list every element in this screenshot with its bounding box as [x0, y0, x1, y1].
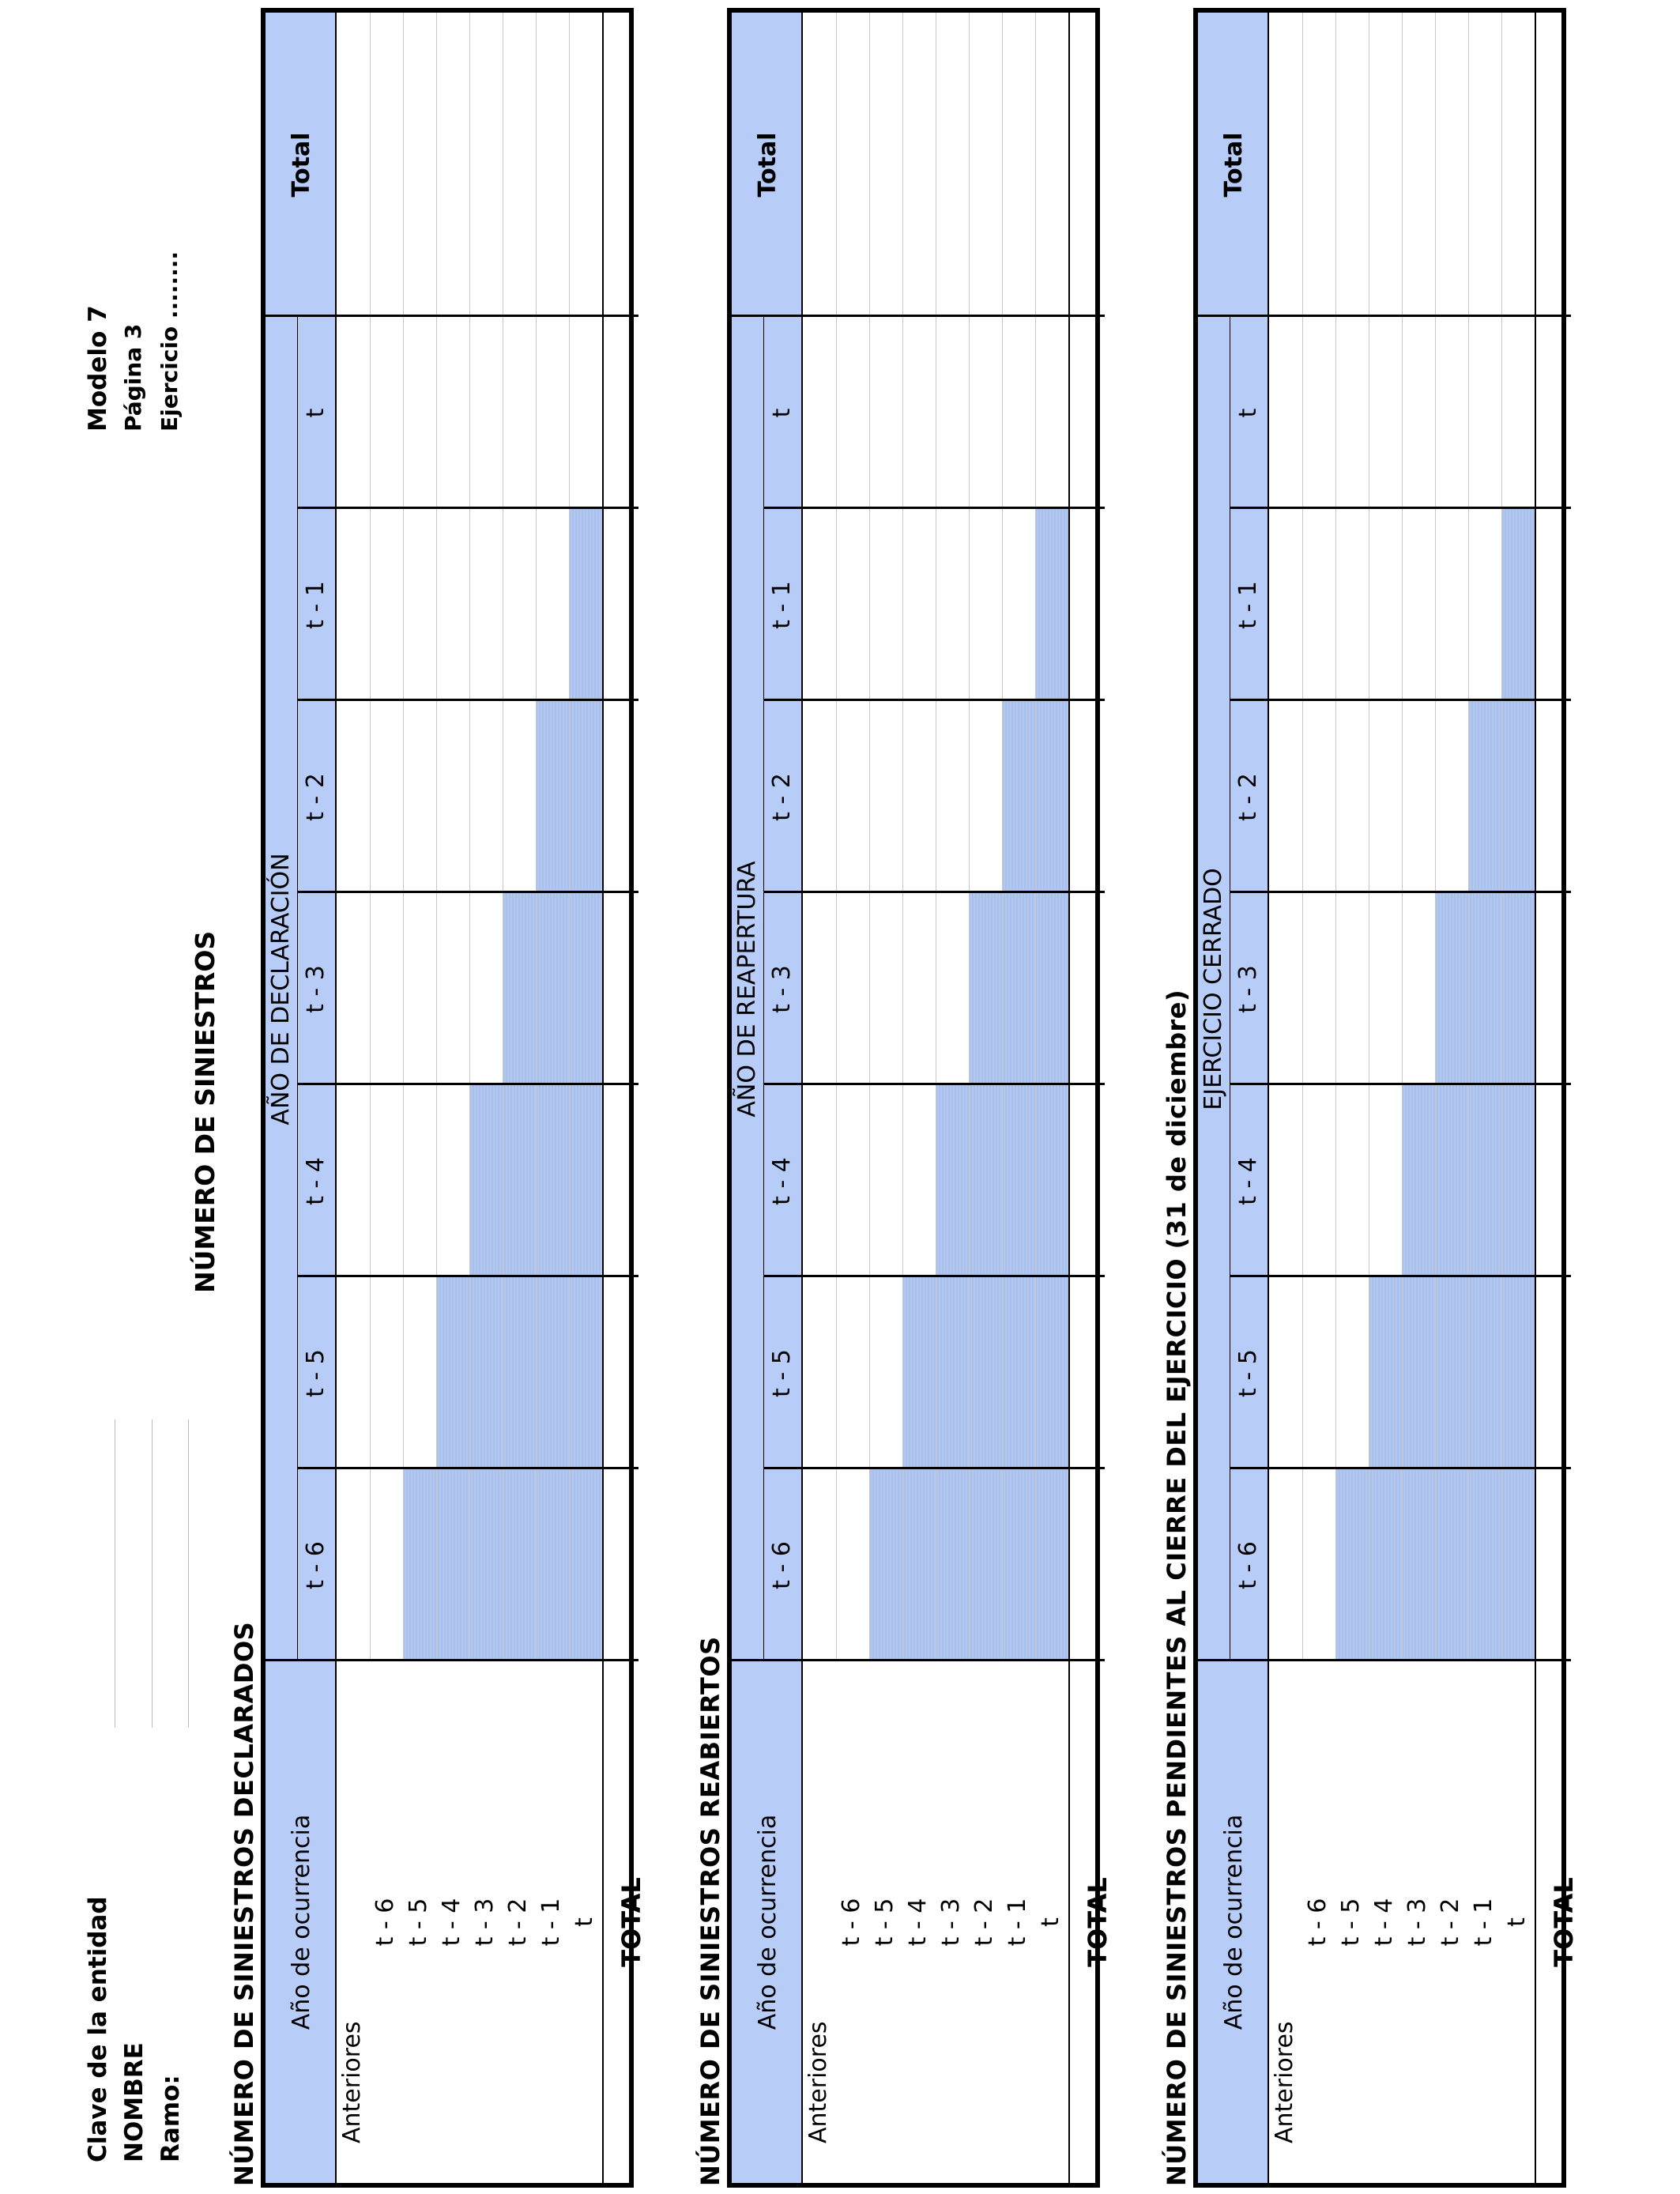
row-label: t - 5: [1337, 1898, 1365, 1947]
shaded-cell: [902, 1277, 1068, 1469]
col-divider: [1230, 699, 1571, 701]
row-divider: [436, 13, 437, 1661]
group-header-label: AÑO DE DECLARACIÓN: [267, 853, 295, 1125]
column-header: t - 6: [302, 1541, 330, 1589]
group-rule: [297, 317, 298, 1661]
row-divider: [1435, 13, 1436, 1661]
row-divider: [869, 13, 870, 1661]
total-rule: [1068, 13, 1070, 2183]
table-0: [261, 8, 646, 2188]
row-label: t - 5: [871, 1898, 898, 1947]
row-divider: [836, 13, 837, 1661]
group-rule: [763, 317, 764, 1661]
total-column-header: Total: [1220, 132, 1248, 198]
table-2: [1193, 8, 1579, 2188]
row-divider: [536, 13, 537, 1661]
col-divider: [763, 1467, 1105, 1469]
header-rule: [801, 13, 803, 2183]
modelo-label: Modelo 7: [84, 305, 112, 432]
shaded-cell: [1369, 1277, 1535, 1469]
row-label: t - 5: [405, 1898, 432, 1947]
row-label: t - 4: [1370, 1898, 1398, 1947]
shaded-cell: [569, 509, 602, 701]
row-divider: [1468, 13, 1469, 1661]
shaded-cell: [1435, 893, 1535, 1085]
row-label: t - 4: [438, 1898, 465, 1947]
shaded-cell: [436, 1277, 602, 1469]
column-header: t: [302, 408, 330, 418]
group-header-label: AÑO DE REAPERTURA: [733, 861, 761, 1118]
row-label: Anteriores: [804, 2021, 832, 2143]
column-header: t: [1234, 408, 1262, 418]
column-header: t - 2: [302, 773, 330, 821]
column-header: t - 3: [1234, 965, 1262, 1013]
pagina-label: Página 3: [120, 323, 146, 432]
shaded-cell: [503, 893, 602, 1085]
total-rule: [602, 13, 604, 2183]
total-column-header: Total: [754, 132, 782, 198]
column-header: t - 6: [1234, 1541, 1262, 1589]
row-label: t - 6: [838, 1898, 865, 1947]
column-header: t - 6: [768, 1541, 796, 1589]
col-divider: [763, 699, 1105, 701]
column-header: t - 3: [302, 965, 330, 1013]
col-divider: [297, 1275, 638, 1277]
shaded-cell: [1035, 509, 1068, 701]
column-header: t - 5: [1234, 1349, 1262, 1397]
col-divider: [1230, 507, 1571, 509]
row-divider: [469, 13, 470, 1661]
column-header: t: [768, 408, 796, 418]
row-label: t - 1: [1004, 1898, 1031, 1947]
row-label: t - 1: [537, 1898, 565, 1947]
row-label: t - 3: [937, 1898, 965, 1947]
total-row-label: TOTAL: [1549, 1877, 1579, 1967]
column-header: t - 2: [1234, 773, 1262, 821]
row-divider: [1035, 13, 1036, 1661]
section-title-declarados: NÚMERO DE SINIESTROS DECLARADOS: [229, 1621, 259, 2186]
column-header: t - 3: [768, 965, 796, 1013]
col-divider: [1230, 891, 1571, 893]
column-header: t - 5: [302, 1349, 330, 1397]
row-header-label: Año de ocurrencia: [1220, 1814, 1248, 2030]
row-label: t: [571, 1917, 598, 1927]
col-divider: [763, 1275, 1105, 1277]
column-header: t - 1: [302, 581, 330, 629]
col-divider: [763, 1083, 1105, 1085]
clave-label: Clave de la entidad: [84, 1896, 112, 2162]
col-divider: [297, 1083, 638, 1085]
total-column-header: Total: [288, 132, 315, 198]
header-rule: [335, 13, 337, 2183]
row-label: t: [1037, 1917, 1064, 1927]
column-header: t - 4: [1234, 1157, 1262, 1205]
main-title: NÚMERO DE SINIESTROS: [190, 930, 220, 1293]
row-divider: [1501, 13, 1502, 1661]
row-divider: [403, 13, 404, 1661]
row-divider: [902, 13, 903, 1661]
row-divider: [370, 13, 371, 1661]
row-label: t - 3: [471, 1898, 499, 1947]
row-label: t - 6: [1304, 1898, 1332, 1947]
row-label: Anteriores: [1271, 2021, 1298, 2143]
row-label: t - 3: [1403, 1898, 1431, 1947]
row-divider: [1002, 13, 1003, 1661]
header-rule: [1268, 13, 1269, 2183]
row-label: Anteriores: [338, 2021, 366, 2143]
nombre-label: NOMBRE: [120, 2042, 149, 2162]
row-divider: [1302, 13, 1303, 1661]
section-title-reabiertos: NÚMERO DE SINIESTROS REABIERTOS: [695, 1636, 725, 2186]
section-title-pendientes: NÚMERO DE SINIESTROS PENDIENTES AL CIERRE DEL EJERCICIO (31 de diciembre): [1162, 989, 1192, 2186]
ramo-field[interactable]: [188, 1419, 189, 1728]
ramo-label: Ramo:: [156, 2075, 185, 2162]
row-label: t - 1: [1470, 1898, 1497, 1947]
row-label: t - 6: [371, 1898, 399, 1947]
column-header: t - 4: [768, 1157, 796, 1205]
col-divider: [297, 1467, 638, 1469]
column-header: t - 1: [768, 581, 796, 629]
col-divider: [297, 699, 638, 701]
row-divider: [1335, 13, 1336, 1661]
col-divider: [1230, 1467, 1571, 1469]
col-divider: [297, 891, 638, 893]
shaded-cell: [1501, 509, 1535, 701]
row-divider: [569, 13, 570, 1661]
column-header: t - 2: [768, 773, 796, 821]
total-row-label: TOTAL: [616, 1877, 646, 1967]
nombre-field[interactable]: [152, 1419, 153, 1728]
row-label: t - 4: [904, 1898, 932, 1947]
shaded-cell: [969, 893, 1068, 1085]
table-1: [727, 8, 1113, 2188]
total-row-label: TOTAL: [1083, 1877, 1113, 1967]
row-header-label: Año de ocurrencia: [754, 1814, 782, 2030]
row-label: t - 2: [504, 1898, 532, 1947]
col-divider: [297, 507, 638, 509]
column-header: t - 5: [768, 1349, 796, 1397]
column-header: t - 1: [1234, 581, 1262, 629]
ejercicio-label: Ejercicio ........: [156, 251, 183, 432]
row-divider: [969, 13, 970, 1661]
group-header-label: EJERCICIO CERRADO: [1200, 868, 1227, 1110]
col-divider: [1230, 1275, 1571, 1277]
row-label: t - 2: [1437, 1898, 1464, 1947]
col-divider: [763, 507, 1105, 509]
col-divider: [1230, 1083, 1571, 1085]
col-divider: [763, 891, 1105, 893]
total-rule: [1535, 13, 1536, 2183]
row-label: t - 2: [970, 1898, 998, 1947]
row-divider: [1402, 13, 1403, 1661]
row-header-label: Año de ocurrencia: [288, 1814, 315, 2030]
column-header: t - 4: [302, 1157, 330, 1205]
row-label: t: [1503, 1917, 1531, 1927]
